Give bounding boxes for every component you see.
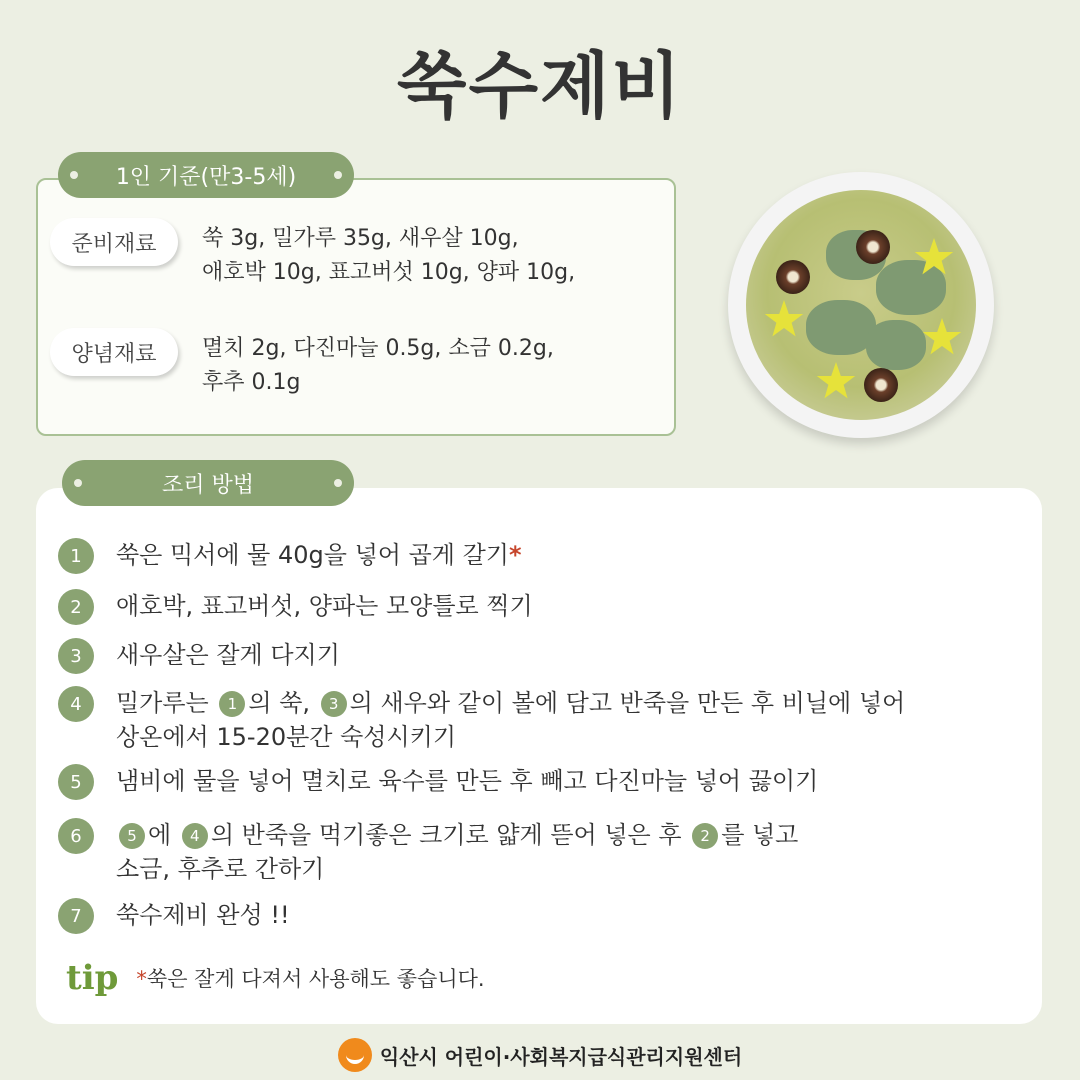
- step-text-main: 쑥은 믹서에 물 40g을 넣어 곱게 갈기: [116, 541, 509, 569]
- ingredient-row-seasoning: [50, 328, 554, 400]
- ingredients-section-label: 1인 기준(만3-5세): [58, 152, 354, 198]
- dumpling-shape: [866, 320, 926, 370]
- step-text-part: 의 새우와 같이 볼에 담고 반죽을 만든 후 비닐에 넣어: [349, 689, 906, 717]
- step-ref-badge: 1: [219, 691, 245, 717]
- smile-logo-icon: [338, 1038, 372, 1072]
- ingredient-text-seasoning: [202, 332, 554, 400]
- step-5: [58, 764, 818, 800]
- tip-text-main: 쑥은 잘게 다져서 사용해도 좋습니다.: [146, 967, 485, 991]
- ingredient-line: 애호박 10g, 표고버섯 10g, 양파 10g,: [202, 260, 576, 285]
- zucchini-star-shape: [816, 362, 856, 402]
- mushroom-shape: [776, 260, 810, 294]
- step-text: 냄비에 물을 넣어 멸치로 육수를 만든 후 빼고 다진마늘 넣어 끓이기: [116, 767, 819, 795]
- step-number: 1: [58, 538, 94, 574]
- step-number: 7: [58, 898, 94, 934]
- tip-row: [66, 958, 485, 998]
- ingredient-label-seasoning: 양념재료: [50, 328, 178, 376]
- mushroom-shape: [864, 368, 898, 402]
- steps-box: [36, 488, 1042, 1024]
- soup-surface: [746, 190, 976, 420]
- step-ref-badge: 3: [321, 691, 347, 717]
- tip-text: [136, 963, 484, 993]
- step-number: 3: [58, 638, 94, 674]
- step-text: [116, 538, 522, 572]
- ingredient-line: 쑥 3g, 밀가루 35g, 새우살 10g,: [202, 226, 519, 251]
- step-text: 애호박, 표고버섯, 양파는 모양틀로 찍기: [116, 592, 533, 620]
- ingredient-line: 멸치 2g, 다진마늘 0.5g, 소금 0.2g,: [202, 336, 554, 361]
- mushroom-shape: [856, 230, 890, 264]
- step-text: 새우살은 잘게 다지기: [116, 641, 340, 669]
- soup-bowl-image: [728, 172, 994, 438]
- ingredient-row-prep: [50, 218, 575, 290]
- step-text-part: 를 넣고: [721, 821, 799, 849]
- ingredient-text-prep: [202, 222, 575, 290]
- step-7: [58, 898, 290, 934]
- step-number: 6: [58, 818, 94, 854]
- steps-section-label: 조리 방법: [62, 460, 354, 506]
- step-text: [116, 818, 798, 886]
- ingredients-box: [36, 178, 676, 436]
- step-text-part: 의 쑥,: [248, 689, 311, 717]
- zucchini-star-shape: [922, 318, 962, 358]
- ingredient-line: 후추 0.1g: [202, 370, 301, 395]
- step-text-line2: 소금, 후추로 간하기: [116, 855, 325, 883]
- step-text-part: 의 반죽을 먹기좋은 크기로 얇게 뜯어 넣은 후: [210, 821, 682, 849]
- step-ref-badge: 2: [692, 823, 718, 849]
- ingredient-label-prep: 준비재료: [50, 218, 178, 266]
- step-text: [116, 686, 905, 754]
- step-text-part: 밀가루는: [116, 689, 209, 717]
- step-1: [58, 538, 522, 574]
- zucchini-star-shape: [764, 300, 804, 340]
- tip-label: tip: [66, 958, 119, 998]
- asterisk-mark: *: [136, 967, 147, 991]
- step-text-line2: 상온에서 15-20분간 숙성시키기: [116, 723, 457, 751]
- step-text-part: 에: [148, 821, 172, 849]
- page-title: 쑥수제비: [396, 44, 684, 128]
- step-ref-badge: 4: [182, 823, 208, 849]
- footer-org-name: 익산시 어린이·사회복지급식관리지원센터: [379, 1044, 743, 1069]
- step-ref-badge: 5: [119, 823, 145, 849]
- asterisk-mark: *: [508, 541, 522, 569]
- step-2: [58, 589, 533, 625]
- step-4: [58, 686, 905, 754]
- step-number: 5: [58, 764, 94, 800]
- step-number: 4: [58, 686, 94, 722]
- step-3: [58, 638, 340, 674]
- dumpling-shape: [876, 260, 946, 315]
- step-6: [58, 818, 798, 886]
- step-text: 쑥수제비 완성 !!: [116, 901, 290, 929]
- footer: [0, 1038, 1080, 1072]
- step-number: 2: [58, 589, 94, 625]
